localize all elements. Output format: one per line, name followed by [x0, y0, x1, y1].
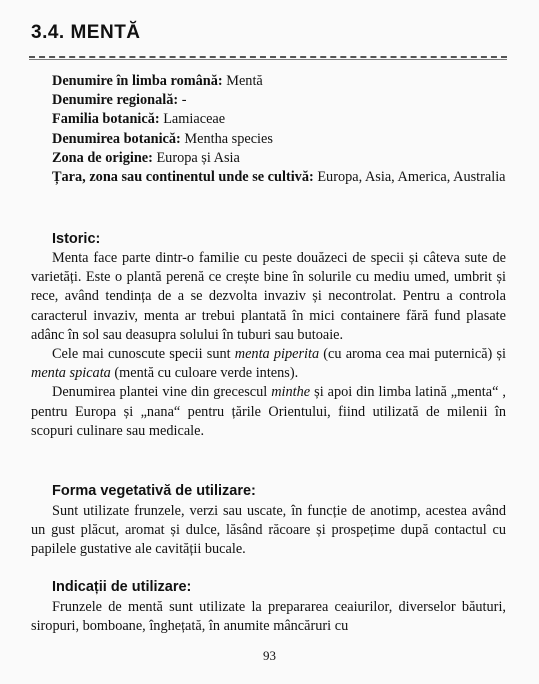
meta-row-botanical-family: Familia botanică: Lamiaceae	[52, 111, 226, 128]
istoric-paragraph-1: Menta face parte dintr-o familie cu peste douăzeci de specii și câteva sute de varietăți. Este o plantă perenă ce crește bine în solurile cu mediu umed, umbrit și rece, având tendința de a se dezvolta invaziv și necontrolat. Pentru a controla caracterul invaziv, menta ar trebui plantată în mici containere fără fund plasate adânc în sol sau deasupra solului în tuburi sau butoaie.	[31, 250, 506, 343]
section-title: 3.4. MENTĂ	[31, 22, 141, 43]
plant-metadata	[52, 72, 508, 187]
forma-paragraph: Sunt utilizate frunzele, verzi sau uscate, în funcție de anotimp, acestea având un gust plăcut, aromat și dulce, lăsând răcoare și prospețime după contactul cu papilele gustative ale cavității bucale.	[31, 503, 506, 558]
forma-heading: Forma vegetativă de utilizare:	[52, 483, 256, 499]
meta-row-origin: Zona de origine: Europa și Asia	[52, 149, 240, 166]
title-divider	[29, 56, 507, 58]
meta-row-regional-name: Denumire regională: -	[52, 92, 187, 109]
meta-row-cultivation: Țara, zona sau continentul unde se cultivă: Europa, Asia, America, Australia	[52, 169, 506, 186]
istoric-heading: Istoric:	[52, 231, 101, 247]
forma-text	[31, 502, 506, 560]
istoric-paragraph-3: Denumirea plantei vine din grecescul minthe și apoi din limba latină „menta“ , pentru Europa și „nana“ pentru țările Orientului, fiind utilizată de milenii în scopuri culinare sau medicale.	[31, 384, 506, 439]
indicatii-text	[31, 598, 506, 636]
indicatii-heading: Indicații de utilizare:	[52, 579, 192, 595]
istoric-paragraph-2: Cele mai cunoscute specii sunt menta piperita (cu aroma cea mai puternică) și menta spicata (mentă cu culoare verde intens).	[31, 346, 506, 382]
meta-row-romanian-name: Denumire în limba română: Mentă	[52, 73, 263, 89]
istoric-text	[31, 249, 506, 441]
meta-row-botanical-name: Denumirea botanică: Mentha species	[52, 130, 273, 147]
page-number: 93	[263, 648, 276, 663]
indicatii-paragraph: Frunzele de mentă sunt utilizate la prepararea ceaiurilor, diverselor băuturi, siropuri, bomboane, înghețată, în anumite mâncăruri cu	[31, 599, 506, 635]
title-divider-underline	[29, 59, 507, 60]
